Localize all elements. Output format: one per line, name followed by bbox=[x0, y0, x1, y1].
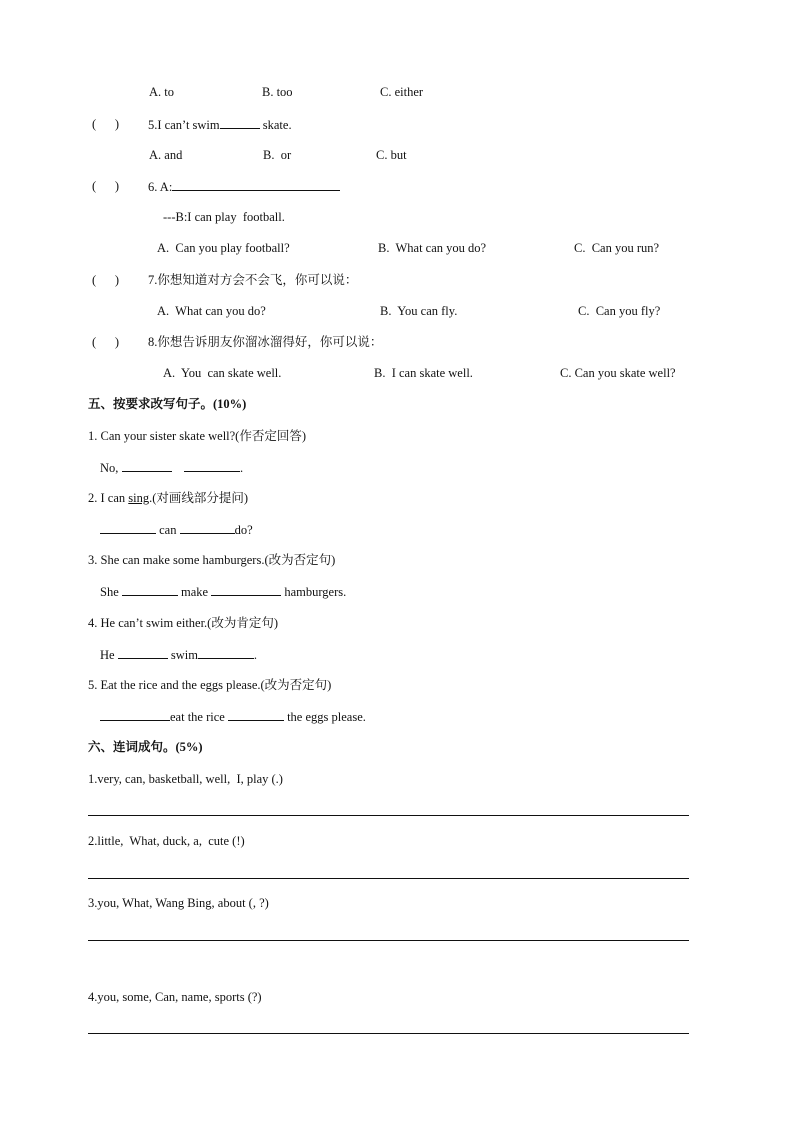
s5-a4-blank1 bbox=[118, 646, 168, 659]
s6-answer-line-4 bbox=[88, 1033, 689, 1034]
q8-option-b: B. I can skate well. bbox=[374, 366, 473, 380]
s5-a1: No, . bbox=[100, 461, 244, 475]
q5-option-b: B. or bbox=[263, 148, 292, 162]
q8-option-a: A. You can skate well. bbox=[163, 366, 282, 380]
q7-stem: 7.你想知道对方会不会飞，你可以说： bbox=[148, 273, 358, 287]
q8-stem: 8.你想告诉朋友你溜冰溜得好，你可以说： bbox=[148, 335, 383, 349]
s5-q1: 1. Can your sister skate well?(作否定回答) bbox=[88, 429, 307, 443]
s5-a1-blank1 bbox=[122, 459, 172, 472]
q5-option-c: C. but bbox=[376, 148, 407, 162]
section6-title: 六、连词成句。(5%) bbox=[88, 740, 203, 754]
q7-option-a: A. What can you do? bbox=[157, 304, 266, 318]
s5-q3: 3. She can make some hamburgers.(改为否定句) bbox=[88, 553, 336, 567]
q6-option-c: C. Can you run? bbox=[574, 241, 660, 255]
s5-a2-blank2 bbox=[180, 521, 235, 534]
q6-paren: ( ) bbox=[92, 179, 120, 193]
q4-option-a: A. to bbox=[149, 85, 174, 99]
q6-option-b: B. What can you do? bbox=[378, 241, 487, 255]
s5-a3-blank1 bbox=[122, 583, 178, 596]
s5-a5-blank1 bbox=[100, 708, 170, 721]
s5-a2-blank1 bbox=[100, 521, 156, 534]
s6-item-3: 3.you, What, Wang Bing, about (, ?) bbox=[88, 896, 269, 910]
s5-a4-blank2 bbox=[198, 646, 254, 659]
q8-paren: ( ) bbox=[92, 335, 120, 349]
s5-q5: 5. Eat the rice and the eggs please.(改为否定句) bbox=[88, 678, 332, 692]
s6-answer-line-3 bbox=[88, 940, 689, 941]
q7-option-b: B. You can fly. bbox=[380, 304, 458, 318]
q6-reply: ---B:I can play football. bbox=[163, 210, 285, 224]
q5-blank bbox=[220, 116, 260, 129]
q4-option-b: B. too bbox=[262, 85, 293, 99]
s5-a5-blank2 bbox=[228, 708, 284, 721]
s5-a1-blank2 bbox=[184, 459, 240, 472]
s5-a5: eat the rice the eggs please. bbox=[100, 708, 366, 725]
q5-option-a: A. and bbox=[149, 148, 183, 162]
s6-item-2: 2.little, What, duck, a, cute (!) bbox=[88, 834, 245, 848]
q5-paren: ( ) bbox=[92, 117, 120, 131]
s5-q2: 2. I can sing.(对画线部分提问) bbox=[88, 491, 249, 505]
q8-option-c: C. Can you skate well? bbox=[560, 366, 676, 380]
s6-answer-line-2 bbox=[88, 878, 689, 879]
q4-option-c: C. either bbox=[380, 85, 424, 99]
q6-stem: 6. A: bbox=[148, 178, 340, 195]
q6-option-a: A. Can you play football? bbox=[157, 241, 290, 255]
s6-item-1: 1.very, can, basketball, well, I, play (.) bbox=[88, 772, 283, 786]
q7-paren: ( ) bbox=[92, 273, 120, 287]
s5-a4: He swim . bbox=[100, 648, 258, 662]
s5-a2: can do? bbox=[100, 521, 253, 538]
q7-option-c: C. Can you fly? bbox=[578, 304, 661, 318]
q5-stem: 5.I can’t swim skate. bbox=[148, 118, 292, 132]
s5-q4: 4. He can’t swim either.(改为肯定句) bbox=[88, 616, 279, 630]
s5-a3: She make hamburgers. bbox=[100, 585, 347, 599]
section5-title: 五、按要求改写句子。(10%) bbox=[88, 397, 247, 411]
s6-answer-line-1 bbox=[88, 815, 689, 816]
s5-q2-underlined-word: sing bbox=[128, 491, 150, 505]
s5-a3-blank2 bbox=[211, 583, 281, 596]
q6-blank bbox=[172, 178, 340, 191]
s6-item-4: 4.you, some, Can, name, sports (?) bbox=[88, 990, 262, 1004]
